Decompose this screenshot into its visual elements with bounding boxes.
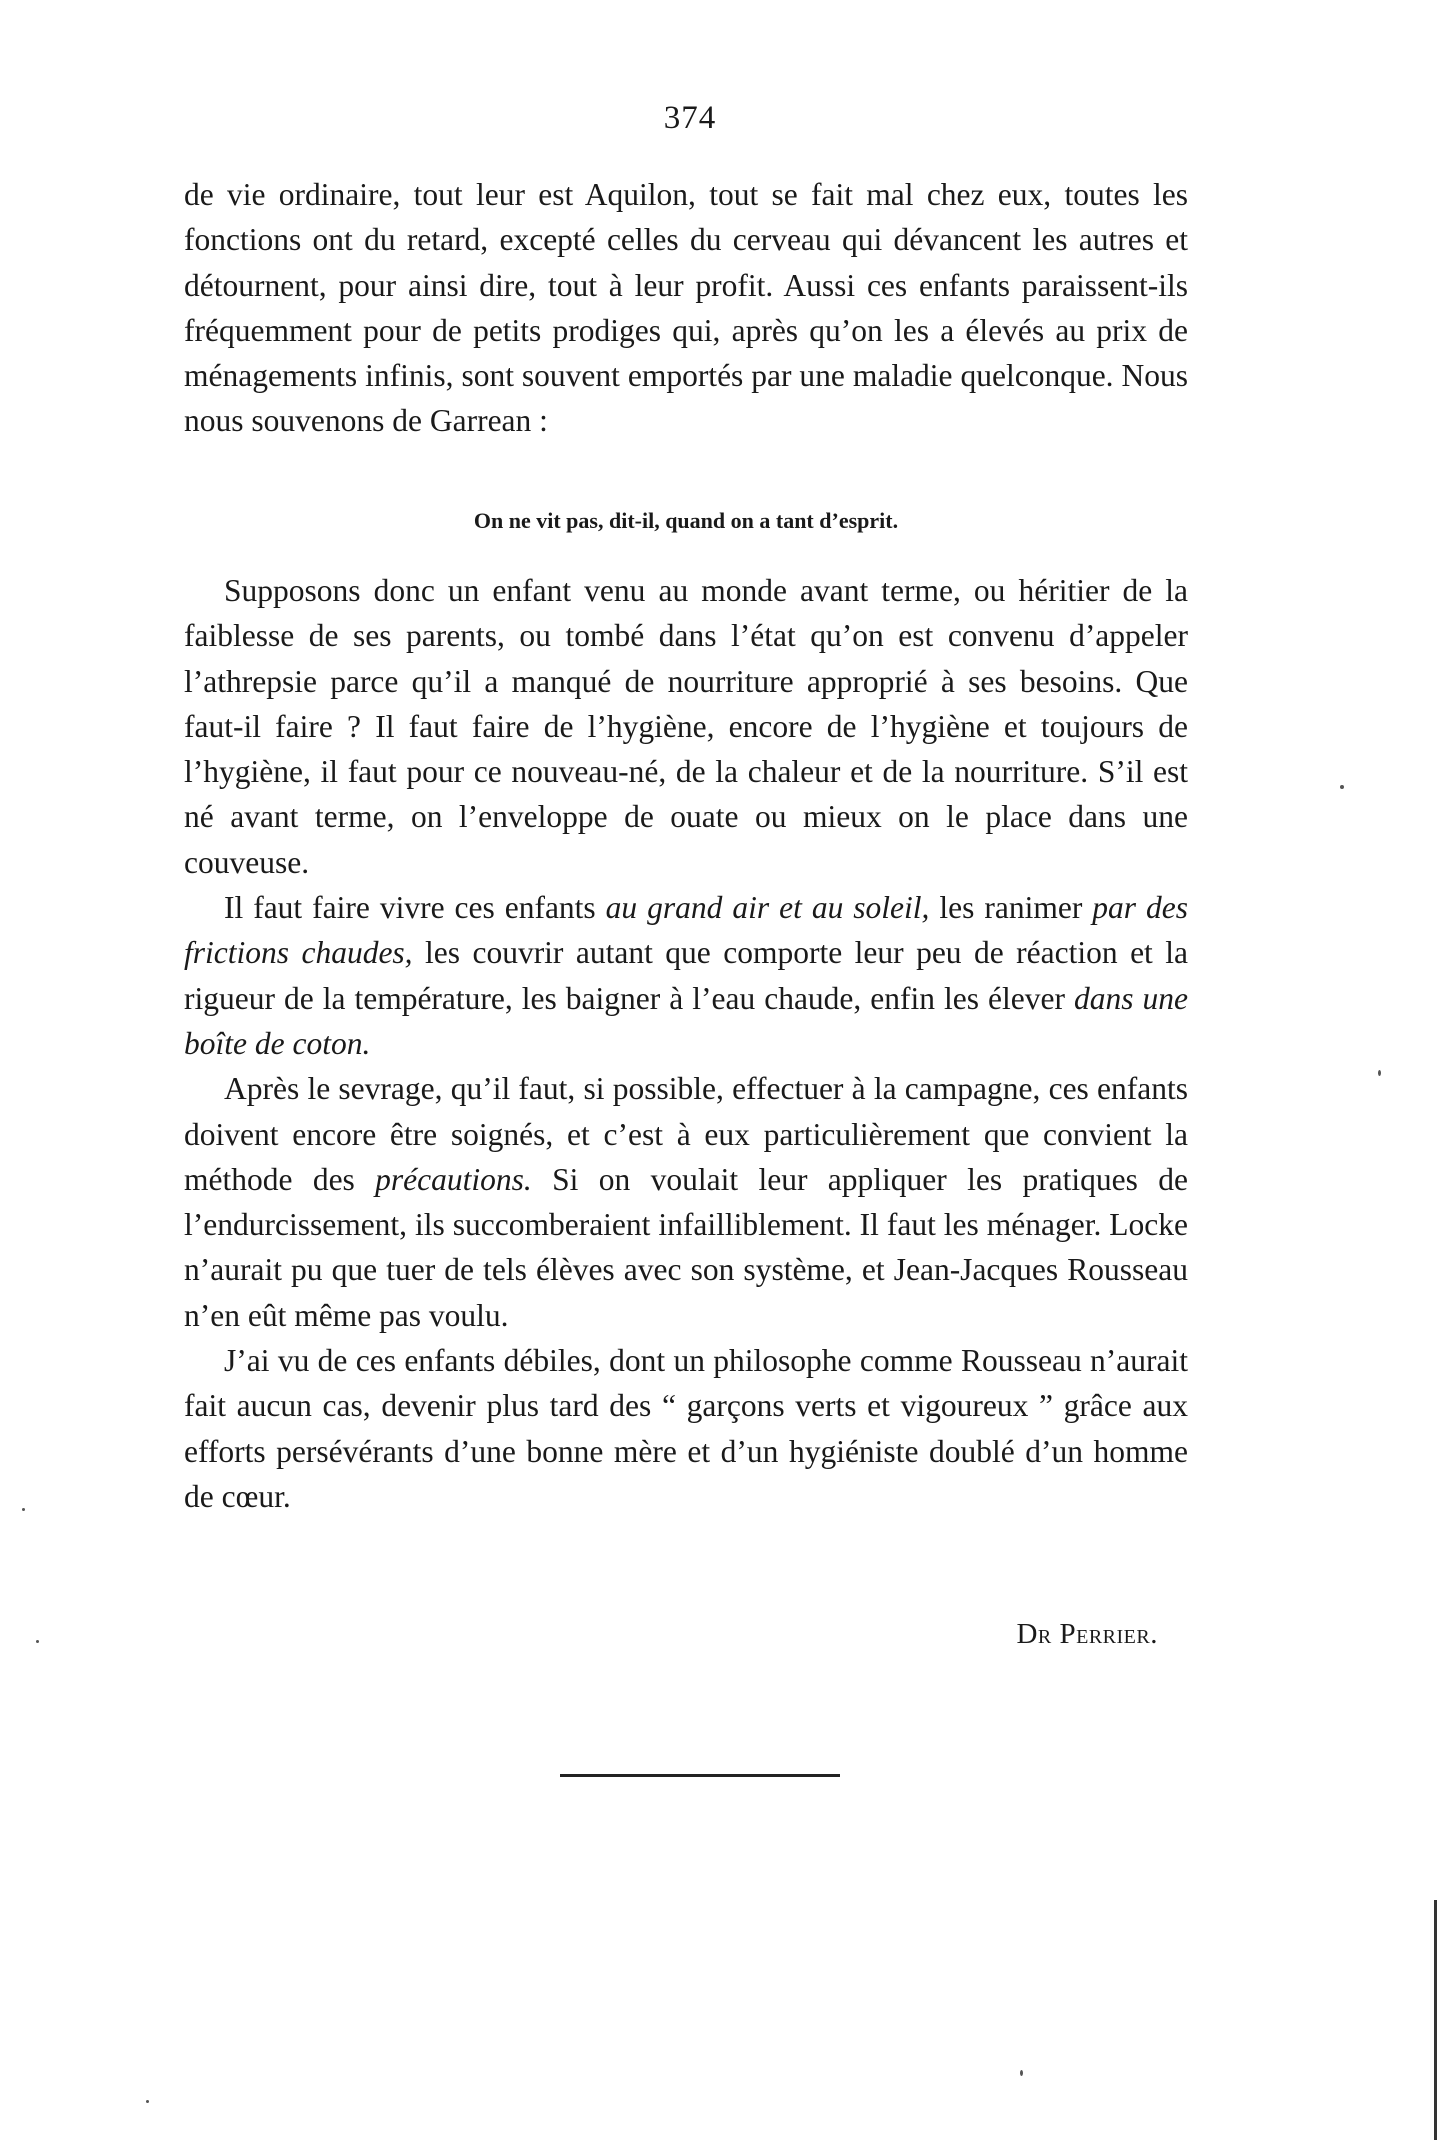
paragraph-3-italic-b: précautions. [375, 1161, 532, 1197]
paragraph-2-text-e: les couvrir autant que comporte leur peu de réaction et la rigueur de la température, les baigner à l’eau chaude, enfin les élever [184, 935, 1188, 1016]
section-divider-rule [560, 1774, 840, 1777]
paragraph-3 [184, 1066, 1188, 1338]
paragraph-2-text-a: Il faut faire vivre ces enfants [224, 890, 606, 926]
paragraph-2-italic-d: par des frictions chaudes, [184, 890, 1189, 971]
scan-speck [36, 1640, 39, 1643]
page-edge-shadow [1428, 1900, 1442, 2140]
scan-speck [22, 1508, 25, 1511]
scan-speck [146, 2100, 149, 2103]
scan-speck [1378, 1070, 1381, 1076]
page-number: 374 [663, 100, 717, 136]
intro-paragraph [184, 172, 1188, 444]
paragraph-3-text-c: Si on voulait leur appliquer les pratiques de l’endurcissement, ils succomberaient infailliblement. Il faut les ménager. Locke n’aurait pu que tuer de tels élèves avec son système, et Jean-Jacques Rousseau n’en eût même pas voulu. [184, 1161, 1188, 1333]
paragraph-3-text-a: Après le sevrage, qu’il faut, si possible, effectuer à la campagne, ces enfants doivent encore être soignés, et c’est à eux particulièrement que convient la méthode des [184, 1071, 1188, 1197]
quote-line: On ne vit pas, dit-il, quand on a tant d’esprit. [473, 508, 899, 533]
paragraph-2 [184, 885, 1188, 1066]
author-signature: Dr Perrier. [1016, 1618, 1158, 1650]
scan-speck [1340, 785, 1344, 789]
scan-speck [1020, 2070, 1023, 2076]
paragraph-2-text-c: les ranimer [929, 890, 1093, 926]
intro-text: de vie ordinaire, tout leur est Aquilon, tout se fait mal chez eux, toutes les fonctions ont du retard, excepté celles du cerveau qui dévancent les autres et détournent, pour ainsi dire, tout à leur profit. Aussi ces enfants paraissent-ils fréquemment pour de petits prodiges qui, après qu’on les a élevés au prix de ménagements infinis, sont souvent emportés par une maladie quelconque. Nous nous souvenons de Garrean : [184, 177, 1188, 439]
paragraph-4: J’ai vu de ces enfants débiles, dont un philosophe comme Rousseau n’aurait fait aucun cas, devenir plus tard des “ garçons verts et vigoureux ” grâce aux efforts persévérants d’une bonne mère et d’un hygiéniste doublé d’un homme de cœur. [184, 1343, 1188, 1514]
paragraph-2-italic-f: dans une boîte de coton. [184, 980, 1188, 1061]
paragraph-2-italic-b: au grand air et au soleil, [605, 890, 930, 926]
paragraph-1: Supposons donc un enfant venu au monde avant terme, ou héritier de la faiblesse de ses parents, ou tombé dans l’état qu’on est convenu d’appeler l’athrepsie parce qu’il a manqué de nourriture approprié à ses besoins. Que faut-il faire ? Il faut faire de l’hygiène, encore de l’hygiène et toujours de l’hygiène, il faut pour ce nouveau-né, de la chaleur et de la nourriture. S’il est né avant terme, on l’enveloppe de ouate ou mieux on le place dans une couveuse. [184, 573, 1188, 880]
main-body [184, 568, 1188, 1519]
